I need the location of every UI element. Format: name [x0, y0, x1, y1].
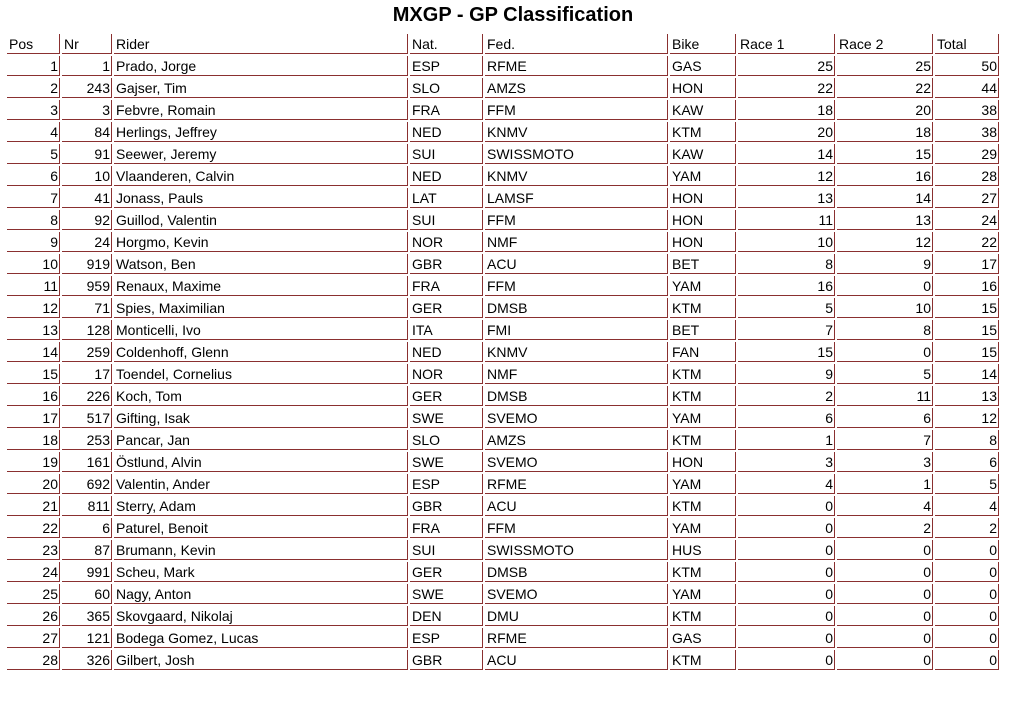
- results-body: [7, 56, 999, 670]
- cell-race-1: 3: [738, 452, 835, 472]
- cell-nat: ESP: [410, 56, 483, 76]
- cell-pos: 12: [7, 298, 60, 318]
- cell-race-1: 11: [738, 210, 835, 230]
- cell-race-1: 6: [738, 408, 835, 428]
- column-header-fed: Fed.: [485, 34, 668, 54]
- cell-pos: 2: [7, 78, 60, 98]
- cell-rider: Coldenhoff, Glenn: [114, 342, 408, 362]
- cell-race-2: 10: [837, 298, 933, 318]
- table-row: [7, 518, 999, 538]
- cell-total: 13: [935, 386, 999, 406]
- table-row: [7, 276, 999, 296]
- cell-bike: BET: [670, 320, 736, 340]
- cell-fed: DMSB: [485, 386, 668, 406]
- cell-bike: KTM: [670, 606, 736, 626]
- cell-bike: BET: [670, 254, 736, 274]
- cell-rider: Gifting, Isak: [114, 408, 408, 428]
- cell-bike: YAM: [670, 166, 736, 186]
- cell-race-1: 0: [738, 606, 835, 626]
- cell-total: 15: [935, 298, 999, 318]
- cell-pos: 14: [7, 342, 60, 362]
- cell-fed: ACU: [485, 650, 668, 670]
- cell-rider: Jonass, Pauls: [114, 188, 408, 208]
- cell-fed: KNMV: [485, 122, 668, 142]
- cell-race-2: 25: [837, 56, 933, 76]
- cell-nat: SWE: [410, 408, 483, 428]
- cell-fed: FFM: [485, 210, 668, 230]
- cell-race-2: 0: [837, 562, 933, 582]
- cell-total: 0: [935, 650, 999, 670]
- cell-race-2: 0: [837, 276, 933, 296]
- cell-nat: SWE: [410, 584, 483, 604]
- table-row: [7, 78, 999, 98]
- cell-bike: KTM: [670, 298, 736, 318]
- table-row: [7, 474, 999, 494]
- cell-race-2: 1: [837, 474, 933, 494]
- cell-bike: HON: [670, 188, 736, 208]
- cell-bike: KAW: [670, 100, 736, 120]
- cell-rider: Sterry, Adam: [114, 496, 408, 516]
- column-header-race-2: Race 2: [837, 34, 933, 54]
- cell-nat: SLO: [410, 78, 483, 98]
- cell-nat: ITA: [410, 320, 483, 340]
- cell-bike: KTM: [670, 650, 736, 670]
- cell-fed: FFM: [485, 518, 668, 538]
- cell-race-1: 22: [738, 78, 835, 98]
- cell-nr: 71: [62, 298, 112, 318]
- cell-fed: SVEMO: [485, 408, 668, 428]
- cell-nat: LAT: [410, 188, 483, 208]
- cell-nat: NOR: [410, 232, 483, 252]
- cell-race-2: 0: [837, 628, 933, 648]
- cell-total: 50: [935, 56, 999, 76]
- cell-total: 0: [935, 628, 999, 648]
- cell-race-1: 1: [738, 430, 835, 450]
- cell-total: 0: [935, 562, 999, 582]
- column-header-nat: Nat.: [410, 34, 483, 54]
- cell-bike: HON: [670, 232, 736, 252]
- cell-total: 0: [935, 584, 999, 604]
- cell-nat: GBR: [410, 496, 483, 516]
- cell-pos: 10: [7, 254, 60, 274]
- table-row: [7, 364, 999, 384]
- cell-pos: 3: [7, 100, 60, 120]
- cell-fed: LAMSF: [485, 188, 668, 208]
- cell-nat: GER: [410, 562, 483, 582]
- cell-race-1: 0: [738, 584, 835, 604]
- cell-nr: 365: [62, 606, 112, 626]
- cell-pos: 17: [7, 408, 60, 428]
- cell-bike: FAN: [670, 342, 736, 362]
- cell-rider: Prado, Jorge: [114, 56, 408, 76]
- cell-bike: GAS: [670, 56, 736, 76]
- cell-race-1: 20: [738, 122, 835, 142]
- cell-pos: 6: [7, 166, 60, 186]
- cell-fed: DMSB: [485, 298, 668, 318]
- cell-race-2: 16: [837, 166, 933, 186]
- table-row: [7, 430, 999, 450]
- column-header-rider: Rider: [114, 34, 408, 54]
- cell-race-2: 14: [837, 188, 933, 208]
- cell-total: 24: [935, 210, 999, 230]
- table-row: [7, 584, 999, 604]
- cell-fed: AMZS: [485, 78, 668, 98]
- cell-nat: FRA: [410, 276, 483, 296]
- cell-nat: NED: [410, 122, 483, 142]
- cell-nat: GBR: [410, 254, 483, 274]
- cell-fed: DMU: [485, 606, 668, 626]
- cell-nat: SUI: [410, 210, 483, 230]
- cell-nr: 259: [62, 342, 112, 362]
- column-header-nr: Nr: [62, 34, 112, 54]
- cell-rider: Pancar, Jan: [114, 430, 408, 450]
- cell-nat: SUI: [410, 540, 483, 560]
- cell-total: 14: [935, 364, 999, 384]
- table-row: [7, 122, 999, 142]
- cell-rider: Valentin, Ander: [114, 474, 408, 494]
- cell-fed: ACU: [485, 496, 668, 516]
- cell-race-1: 0: [738, 650, 835, 670]
- cell-race-1: 8: [738, 254, 835, 274]
- cell-race-1: 25: [738, 56, 835, 76]
- cell-pos: 16: [7, 386, 60, 406]
- cell-rider: Guillod, Valentin: [114, 210, 408, 230]
- column-header-pos: Pos: [7, 34, 60, 54]
- cell-total: 5: [935, 474, 999, 494]
- cell-race-1: 12: [738, 166, 835, 186]
- cell-race-2: 12: [837, 232, 933, 252]
- cell-pos: 25: [7, 584, 60, 604]
- cell-fed: DMSB: [485, 562, 668, 582]
- cell-nat: SLO: [410, 430, 483, 450]
- cell-rider: Seewer, Jeremy: [114, 144, 408, 164]
- cell-nr: 253: [62, 430, 112, 450]
- cell-nat: NOR: [410, 364, 483, 384]
- cell-bike: KTM: [670, 386, 736, 406]
- cell-rider: Skovgaard, Nikolaj: [114, 606, 408, 626]
- table-row: [7, 606, 999, 626]
- cell-total: 38: [935, 122, 999, 142]
- cell-nr: 919: [62, 254, 112, 274]
- cell-pos: 4: [7, 122, 60, 142]
- cell-bike: YAM: [670, 584, 736, 604]
- cell-rider: Renaux, Maxime: [114, 276, 408, 296]
- cell-bike: YAM: [670, 276, 736, 296]
- table-row: [7, 166, 999, 186]
- cell-race-1: 0: [738, 628, 835, 648]
- cell-nr: 517: [62, 408, 112, 428]
- cell-race-2: 7: [837, 430, 933, 450]
- cell-pos: 15: [7, 364, 60, 384]
- cell-nr: 84: [62, 122, 112, 142]
- cell-rider: Herlings, Jeffrey: [114, 122, 408, 142]
- cell-fed: SWISSMOTO: [485, 144, 668, 164]
- cell-bike: KAW: [670, 144, 736, 164]
- cell-nr: 326: [62, 650, 112, 670]
- cell-race-2: 22: [837, 78, 933, 98]
- cell-nat: ESP: [410, 474, 483, 494]
- column-header-race-1: Race 1: [738, 34, 835, 54]
- cell-race-2: 0: [837, 342, 933, 362]
- cell-nat: DEN: [410, 606, 483, 626]
- cell-total: 29: [935, 144, 999, 164]
- column-header-total: Total: [935, 34, 999, 54]
- cell-fed: FMI: [485, 320, 668, 340]
- cell-race-2: 0: [837, 540, 933, 560]
- cell-bike: KTM: [670, 364, 736, 384]
- cell-nr: 811: [62, 496, 112, 516]
- table-row: [7, 320, 999, 340]
- cell-pos: 22: [7, 518, 60, 538]
- cell-nat: SUI: [410, 144, 483, 164]
- cell-nr: 60: [62, 584, 112, 604]
- cell-total: 17: [935, 254, 999, 274]
- table-row: [7, 232, 999, 252]
- cell-total: 0: [935, 606, 999, 626]
- cell-total: 28: [935, 166, 999, 186]
- table-row: [7, 144, 999, 164]
- cell-pos: 26: [7, 606, 60, 626]
- cell-race-1: 18: [738, 100, 835, 120]
- cell-total: 27: [935, 188, 999, 208]
- cell-total: 16: [935, 276, 999, 296]
- cell-bike: YAM: [670, 408, 736, 428]
- cell-race-2: 11: [837, 386, 933, 406]
- table-row: [7, 188, 999, 208]
- cell-pos: 9: [7, 232, 60, 252]
- cell-fed: SWISSMOTO: [485, 540, 668, 560]
- cell-rider: Spies, Maximilian: [114, 298, 408, 318]
- table-row: [7, 540, 999, 560]
- table-row: [7, 408, 999, 428]
- cell-bike: YAM: [670, 518, 736, 538]
- cell-total: 12: [935, 408, 999, 428]
- cell-pos: 24: [7, 562, 60, 582]
- cell-nr: 226: [62, 386, 112, 406]
- cell-nat: NED: [410, 166, 483, 186]
- cell-rider: Febvre, Romain: [114, 100, 408, 120]
- cell-nr: 91: [62, 144, 112, 164]
- cell-bike: KTM: [670, 122, 736, 142]
- cell-fed: AMZS: [485, 430, 668, 450]
- cell-nr: 3: [62, 100, 112, 120]
- cell-rider: Paturel, Benoit: [114, 518, 408, 538]
- cell-bike: GAS: [670, 628, 736, 648]
- cell-race-2: 3: [837, 452, 933, 472]
- cell-pos: 18: [7, 430, 60, 450]
- cell-rider: Gajser, Tim: [114, 78, 408, 98]
- cell-fed: SVEMO: [485, 452, 668, 472]
- table-row: [7, 496, 999, 516]
- cell-nr: 17: [62, 364, 112, 384]
- cell-pos: 23: [7, 540, 60, 560]
- cell-race-1: 15: [738, 342, 835, 362]
- cell-nr: 959: [62, 276, 112, 296]
- cell-rider: Monticelli, Ivo: [114, 320, 408, 340]
- column-header-bike: Bike: [670, 34, 736, 54]
- cell-total: 4: [935, 496, 999, 516]
- cell-pos: 27: [7, 628, 60, 648]
- cell-fed: RFME: [485, 628, 668, 648]
- table-row: [7, 562, 999, 582]
- cell-fed: KNMV: [485, 166, 668, 186]
- cell-nr: 92: [62, 210, 112, 230]
- cell-pos: 21: [7, 496, 60, 516]
- cell-nat: ESP: [410, 628, 483, 648]
- cell-nr: 243: [62, 78, 112, 98]
- cell-race-2: 18: [837, 122, 933, 142]
- cell-bike: YAM: [670, 474, 736, 494]
- cell-total: 22: [935, 232, 999, 252]
- cell-bike: HON: [670, 210, 736, 230]
- cell-total: 15: [935, 320, 999, 340]
- cell-pos: 7: [7, 188, 60, 208]
- table-row: [7, 210, 999, 230]
- cell-nat: GER: [410, 386, 483, 406]
- cell-rider: Scheu, Mark: [114, 562, 408, 582]
- cell-nat: FRA: [410, 518, 483, 538]
- cell-nat: GBR: [410, 650, 483, 670]
- cell-rider: Horgmo, Kevin: [114, 232, 408, 252]
- header-row: [7, 34, 999, 54]
- cell-nat: NED: [410, 342, 483, 362]
- cell-nr: 128: [62, 320, 112, 340]
- cell-pos: 1: [7, 56, 60, 76]
- cell-race-2: 13: [837, 210, 933, 230]
- cell-nr: 6: [62, 518, 112, 538]
- cell-race-1: 9: [738, 364, 835, 384]
- cell-nr: 1: [62, 56, 112, 76]
- cell-rider: Brumann, Kevin: [114, 540, 408, 560]
- cell-total: 38: [935, 100, 999, 120]
- cell-nr: 991: [62, 562, 112, 582]
- cell-fed: RFME: [485, 56, 668, 76]
- table-row: [7, 342, 999, 362]
- cell-nr: 24: [62, 232, 112, 252]
- cell-race-2: 8: [837, 320, 933, 340]
- cell-nat: FRA: [410, 100, 483, 120]
- cell-nr: 87: [62, 540, 112, 560]
- cell-total: 8: [935, 430, 999, 450]
- cell-race-1: 5: [738, 298, 835, 318]
- table-row: [7, 254, 999, 274]
- cell-bike: KTM: [670, 562, 736, 582]
- cell-total: 15: [935, 342, 999, 362]
- cell-race-1: 2: [738, 386, 835, 406]
- cell-nat: SWE: [410, 452, 483, 472]
- cell-bike: HON: [670, 78, 736, 98]
- cell-fed: FFM: [485, 276, 668, 296]
- cell-race-1: 0: [738, 540, 835, 560]
- cell-fed: FFM: [485, 100, 668, 120]
- cell-race-1: 7: [738, 320, 835, 340]
- cell-pos: 19: [7, 452, 60, 472]
- cell-rider: Nagy, Anton: [114, 584, 408, 604]
- cell-fed: ACU: [485, 254, 668, 274]
- cell-rider: Watson, Ben: [114, 254, 408, 274]
- cell-fed: KNMV: [485, 342, 668, 362]
- cell-race-1: 0: [738, 496, 835, 516]
- cell-rider: Toendel, Cornelius: [114, 364, 408, 384]
- cell-race-2: 0: [837, 584, 933, 604]
- cell-race-2: 5: [837, 364, 933, 384]
- cell-pos: 13: [7, 320, 60, 340]
- cell-pos: 20: [7, 474, 60, 494]
- cell-race-1: 16: [738, 276, 835, 296]
- cell-bike: KTM: [670, 430, 736, 450]
- cell-pos: 11: [7, 276, 60, 296]
- cell-race-2: 15: [837, 144, 933, 164]
- cell-race-2: 9: [837, 254, 933, 274]
- cell-race-2: 0: [837, 650, 933, 670]
- table-row: [7, 100, 999, 120]
- cell-rider: Östlund, Alvin: [114, 452, 408, 472]
- cell-fed: NMF: [485, 364, 668, 384]
- cell-race-1: 0: [738, 562, 835, 582]
- cell-fed: NMF: [485, 232, 668, 252]
- cell-bike: HUS: [670, 540, 736, 560]
- page-title: MXGP - GP Classification: [392, 4, 634, 26]
- table-row: [7, 298, 999, 318]
- cell-pos: 5: [7, 144, 60, 164]
- cell-total: 44: [935, 78, 999, 98]
- table-row: [7, 386, 999, 406]
- cell-nr: 692: [62, 474, 112, 494]
- cell-race-2: 20: [837, 100, 933, 120]
- cell-total: 2: [935, 518, 999, 538]
- cell-rider: Gilbert, Josh: [114, 650, 408, 670]
- cell-bike: HON: [670, 452, 736, 472]
- cell-rider: Koch, Tom: [114, 386, 408, 406]
- table-row: [7, 56, 999, 76]
- cell-race-1: 4: [738, 474, 835, 494]
- cell-race-2: 0: [837, 606, 933, 626]
- cell-nat: GER: [410, 298, 483, 318]
- cell-race-2: 2: [837, 518, 933, 538]
- table-row: [7, 628, 999, 648]
- cell-fed: RFME: [485, 474, 668, 494]
- cell-nr: 121: [62, 628, 112, 648]
- cell-race-1: 13: [738, 188, 835, 208]
- cell-nr: 41: [62, 188, 112, 208]
- cell-nr: 161: [62, 452, 112, 472]
- cell-total: 6: [935, 452, 999, 472]
- cell-race-1: 14: [738, 144, 835, 164]
- cell-total: 0: [935, 540, 999, 560]
- cell-race-1: 10: [738, 232, 835, 252]
- cell-rider: Vlaanderen, Calvin: [114, 166, 408, 186]
- cell-pos: 8: [7, 210, 60, 230]
- table-row: [7, 452, 999, 472]
- cell-bike: KTM: [670, 496, 736, 516]
- cell-pos: 28: [7, 650, 60, 670]
- cell-nr: 10: [62, 166, 112, 186]
- cell-race-2: 6: [837, 408, 933, 428]
- cell-fed: SVEMO: [485, 584, 668, 604]
- cell-race-2: 4: [837, 496, 933, 516]
- table-row: [7, 650, 999, 670]
- cell-rider: Bodega Gomez, Lucas: [114, 628, 408, 648]
- cell-race-1: 0: [738, 518, 835, 538]
- classification-table: [5, 32, 1001, 672]
